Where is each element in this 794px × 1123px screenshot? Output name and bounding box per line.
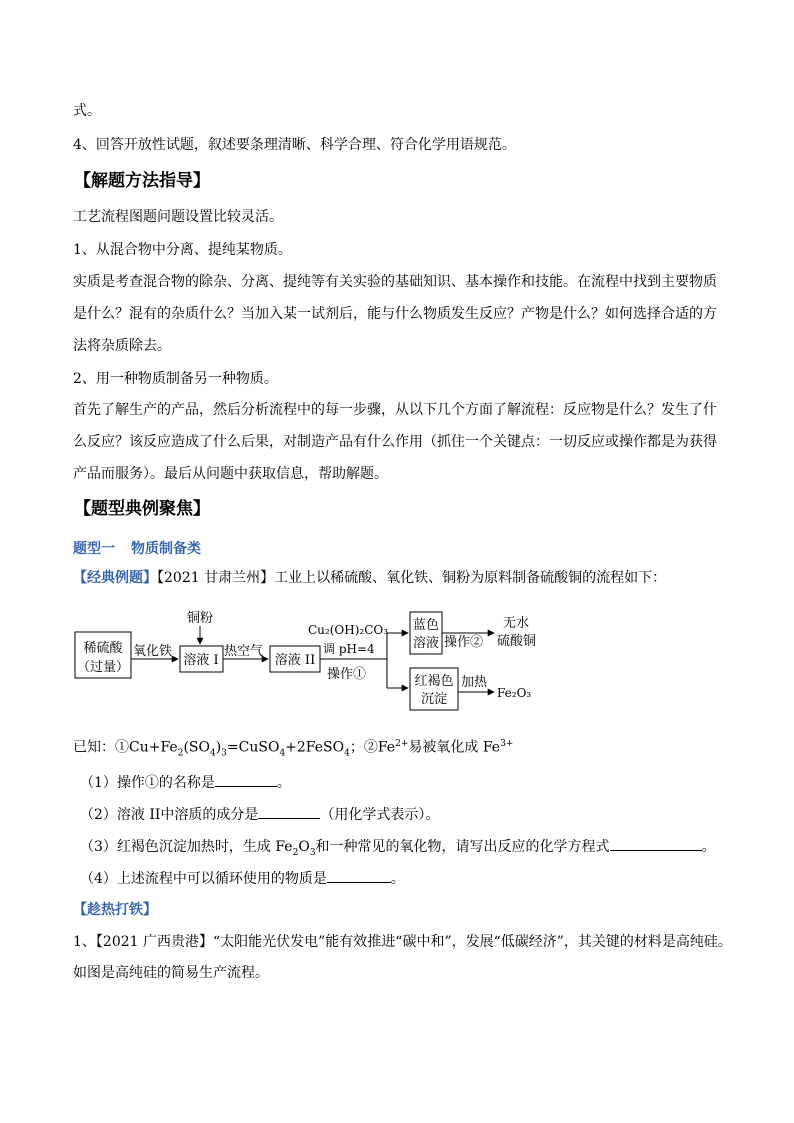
answer-blank-2[interactable] <box>258 804 320 819</box>
label-heating: 加热 <box>461 675 488 690</box>
section-heading-method: 【解题方法指导】 <box>74 171 210 191</box>
question-4: （4）上述流程中可以循环使用的物质是 。 <box>80 868 405 889</box>
answer-blank-1[interactable] <box>215 772 277 787</box>
answer-blank-3[interactable] <box>610 836 702 851</box>
item-4-text: 4、回答开放性试题，叙述要条理清晰、科学合理、符合化学用语规范。 <box>73 137 516 153</box>
question-type-label: 题型一 <box>73 541 115 557</box>
label-blue: 蓝色 <box>412 618 440 633</box>
known-conditions: 已知：$①Cu+Fe_2(SO_4)_3=CuSO_4+2FeSO_4$；$②Fe^{2+}$易被氧化成 $Fe^{3+}$ <box>73 739 514 759</box>
label-operation-2: 操作② <box>444 635 484 650</box>
label-fe2o3-product: Fe₂O₃ <box>497 686 532 700</box>
label-red-brown: 红褐色 <box>414 674 454 689</box>
method-intro: 工艺流程图题问题设置比较灵活。 <box>73 209 283 225</box>
label-solution: 溶液 <box>412 636 440 651</box>
question-type-name: 物质制备类 <box>131 541 201 557</box>
label-excess: （过量） <box>76 660 130 675</box>
label-basic-copper-carbonate: Cu₂(OH)₂CO₃ <box>308 623 389 637</box>
label-solution-1: 溶液 I <box>183 653 219 668</box>
method-point-2-line-3: 产品而服务）。最后从问题中获取信息，帮助解题。 <box>73 466 388 482</box>
method-point-1-line-2: 是什么？混有的杂质什么？当加入某一试剂后，能与什么物质发生反应？产物是什么？如何选择合适的方 <box>73 306 717 322</box>
practice-line-1: 1、【2021 广西贵港】“太阳能光伏发电”能有效推进“碳中和”，发展“低碳经济”，其关键的材料是高纯硅。 <box>73 934 732 950</box>
method-point-1-line-1: 实质是考查混合物的除杂、分离、提纯等有关实验的基础知识、基本操作和技能。在流程中找到主要物质 <box>73 274 717 290</box>
method-point-2-line-2: 么反应？该反应造成了什么后果，对制造产品有什么作用（抓住一个关键点：一切反应或操作都是为获得 <box>73 434 717 450</box>
label-copper-sulfate: 硫酸铜 <box>497 634 537 649</box>
label-operation-1: 操作① <box>327 667 367 682</box>
method-point-2-title: 2、用一种物质制备另一种物质。 <box>73 371 278 387</box>
label-iron-oxide: 氧化铁 <box>133 644 173 659</box>
method-point-1-title: 1、从混合物中分离、提纯某物质。 <box>73 242 292 258</box>
answer-blank-4[interactable] <box>327 868 391 883</box>
label-solution-2: 溶液 II <box>274 653 316 668</box>
question-2: （2）溶液 II中溶质的成分是 （用化学式表示）。 <box>80 804 439 825</box>
example-tag: 【经典例题】 <box>73 570 157 586</box>
continued-text: 式。 <box>73 103 101 119</box>
question-3: （3）红褐色沉淀加热时，生成 $Fe_2O_3$和一种常见的氧化物，请写出反应的化学方程式 。 <box>80 836 716 863</box>
label-dilute-sulfuric-acid: 稀硫酸 <box>83 641 123 656</box>
label-hot-air: 热空气 <box>224 644 264 659</box>
practice-tag: 【趁热打铁】 <box>73 902 157 918</box>
example-text: 【2021 甘肃兰州】工业上以稀硫酸、氧化铁、铜粉为原料制备硫酸铜的流程如下： <box>157 570 667 586</box>
method-point-2-line-1: 首先了解生产的产品，然后分析流程中的每一步骤，从以下几个方面了解流程：反应物是什么？发生了什 <box>73 402 717 418</box>
label-copper-powder: 铜粉 <box>186 611 214 626</box>
label-anhydrous: 无水 <box>503 616 530 631</box>
method-point-1-line-3: 法将杂质除去。 <box>73 338 171 354</box>
section-heading-examples: 【题型典例聚焦】 <box>74 499 210 519</box>
question-1: （1）操作①的名称是 。 <box>80 772 291 793</box>
label-precipitate: 沉淀 <box>420 692 448 707</box>
practice-line-2: 如图是高纯硅的简易生产流程。 <box>73 965 269 981</box>
label-adjust-ph: 调 pH=4 <box>323 642 375 656</box>
